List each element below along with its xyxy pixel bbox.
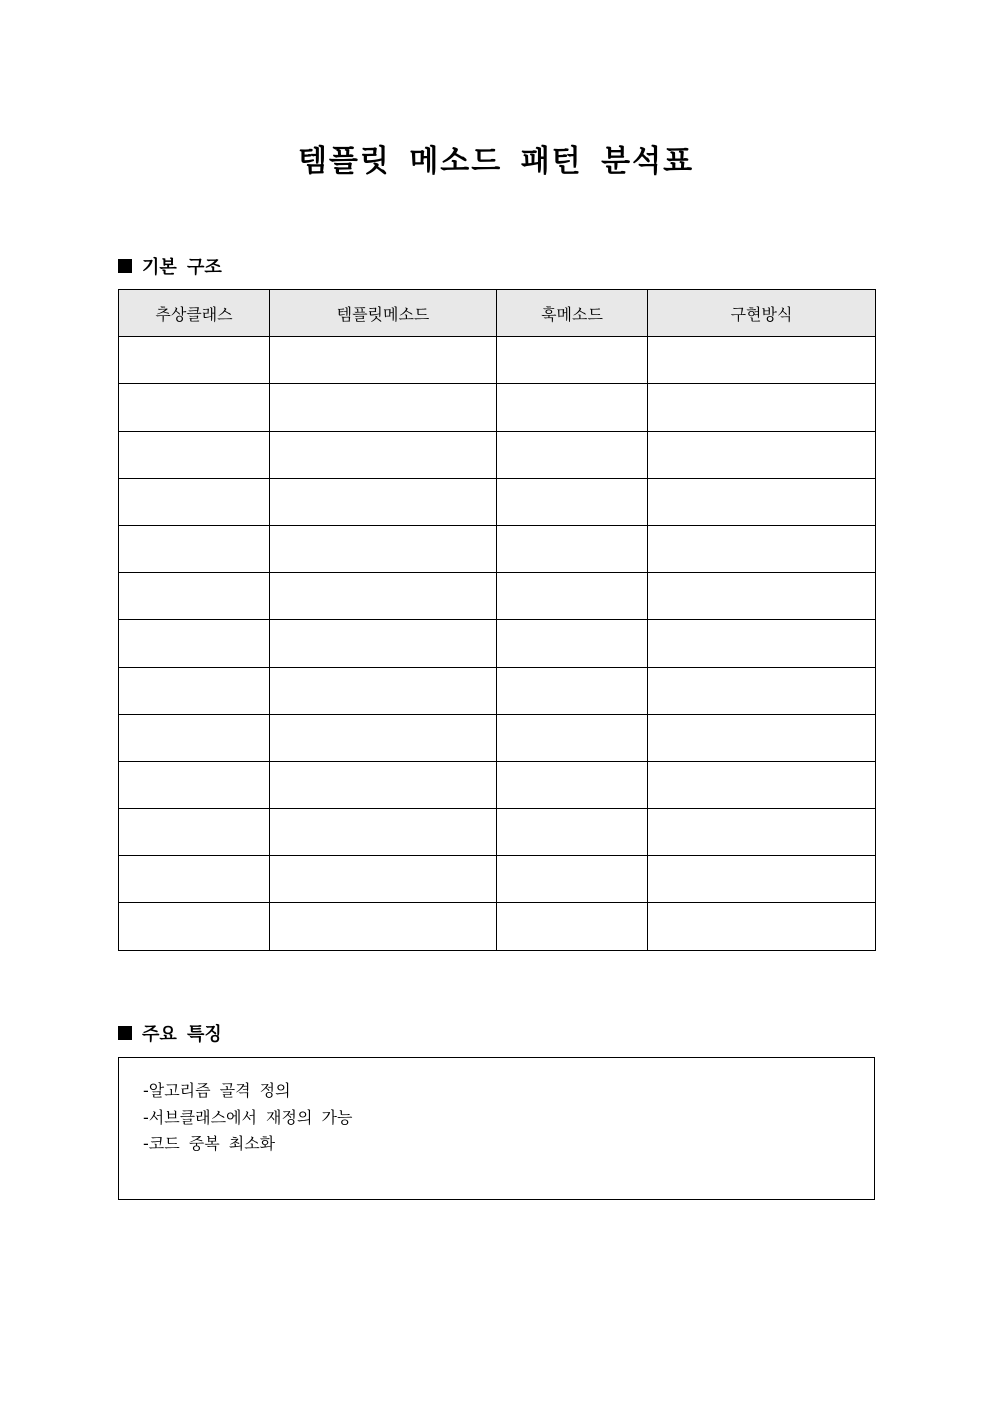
- table-cell[interactable]: [497, 431, 648, 478]
- table-cell[interactable]: [648, 761, 876, 808]
- table-cell[interactable]: [119, 573, 270, 620]
- table-cell[interactable]: [497, 809, 648, 856]
- table-cell[interactable]: [119, 714, 270, 761]
- table-cell[interactable]: [270, 384, 497, 431]
- table-row: [119, 667, 876, 714]
- table-cell[interactable]: [497, 856, 648, 903]
- feature-item: -코드 중복 최소화: [143, 1134, 276, 1153]
- table-cell[interactable]: [497, 667, 648, 714]
- table-cell[interactable]: [648, 384, 876, 431]
- feature-item: -서브클래스에서 재정의 가능: [143, 1107, 353, 1127]
- table-row: [119, 620, 876, 667]
- table-cell[interactable]: [648, 478, 876, 525]
- section-heading-basic-structure: [118, 253, 222, 279]
- table-cell[interactable]: [648, 903, 876, 950]
- table-cell[interactable]: [270, 667, 497, 714]
- structure-table: [118, 289, 876, 951]
- table-cell[interactable]: [497, 337, 648, 384]
- table-cell[interactable]: [648, 714, 876, 761]
- header-template-method: 템플릿메소드: [270, 290, 497, 337]
- table-cell[interactable]: [270, 431, 497, 478]
- table-row: [119, 809, 876, 856]
- table-cell[interactable]: [648, 525, 876, 572]
- header-implementation: 구현방식: [648, 290, 876, 337]
- table-cell[interactable]: [497, 714, 648, 761]
- table-cell[interactable]: [497, 478, 648, 525]
- table-cell[interactable]: [119, 478, 270, 525]
- section-heading-text: 기본 구조: [142, 257, 222, 278]
- table-cell[interactable]: [270, 620, 497, 667]
- table-cell[interactable]: [648, 337, 876, 384]
- table-cell[interactable]: [497, 384, 648, 431]
- table-row: [119, 431, 876, 478]
- table-row: [119, 761, 876, 808]
- table-row: [119, 525, 876, 572]
- square-bullet-icon: [118, 1026, 132, 1040]
- header-abstract-class: 추상클래스: [119, 290, 270, 337]
- table-cell[interactable]: [648, 809, 876, 856]
- table-row: [119, 478, 876, 525]
- table-row: [119, 903, 876, 950]
- table-cell[interactable]: [119, 384, 270, 431]
- table-row: [119, 384, 876, 431]
- features-list: [119, 1058, 874, 1158]
- section-heading-text: 주요 특징: [142, 1024, 222, 1045]
- table-cell[interactable]: [270, 525, 497, 572]
- table-row: [119, 573, 876, 620]
- page-title: 템플릿 메소드 패턴 분석표: [297, 144, 695, 179]
- table-cell[interactable]: [648, 620, 876, 667]
- table-cell[interactable]: [119, 856, 270, 903]
- table-row: [119, 856, 876, 903]
- table-cell[interactable]: [119, 667, 270, 714]
- table-cell[interactable]: [119, 620, 270, 667]
- table-cell[interactable]: [270, 761, 497, 808]
- table-row: [119, 714, 876, 761]
- table-cell[interactable]: [270, 337, 497, 384]
- table-cell[interactable]: [119, 903, 270, 950]
- table-cell[interactable]: [497, 573, 648, 620]
- table-cell[interactable]: [648, 856, 876, 903]
- table-cell[interactable]: [648, 573, 876, 620]
- table-cell[interactable]: [497, 525, 648, 572]
- table-header-row: [119, 290, 876, 337]
- table-cell[interactable]: [270, 714, 497, 761]
- table-cell[interactable]: [119, 337, 270, 384]
- table-cell[interactable]: [119, 525, 270, 572]
- header-hook-method: 훅메소드: [497, 290, 648, 337]
- table-cell[interactable]: [270, 809, 497, 856]
- table-row: [119, 337, 876, 384]
- table-cell[interactable]: [648, 667, 876, 714]
- square-bullet-icon: [118, 259, 132, 273]
- features-box: [118, 1057, 875, 1200]
- table-cell[interactable]: [270, 478, 497, 525]
- table-cell[interactable]: [119, 431, 270, 478]
- table-cell[interactable]: [270, 903, 497, 950]
- table-cell[interactable]: [497, 761, 648, 808]
- table-cell[interactable]: [119, 809, 270, 856]
- table-cell[interactable]: [648, 431, 876, 478]
- section-heading-key-features: [118, 1020, 222, 1046]
- table-cell[interactable]: [497, 903, 648, 950]
- table-cell[interactable]: [270, 573, 497, 620]
- table-cell[interactable]: [270, 856, 497, 903]
- feature-item: -알고리즘 골격 정의: [143, 1081, 291, 1100]
- table-cell[interactable]: [497, 620, 648, 667]
- table-body: [119, 337, 876, 950]
- table-cell[interactable]: [119, 761, 270, 808]
